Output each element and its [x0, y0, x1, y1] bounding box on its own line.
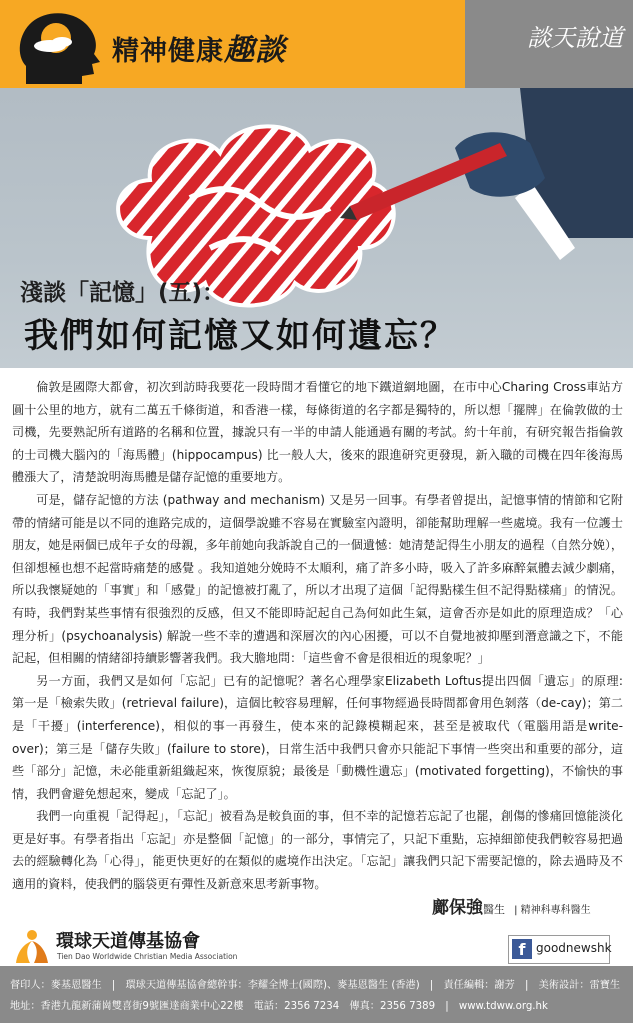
article-title: 我們如何記憶又如何遺忘？ — [24, 316, 456, 356]
organization-name: 環球天道傳基協會 — [56, 931, 200, 952]
brand-title — [112, 25, 286, 69]
organization-logo — [12, 929, 238, 965]
author-name: 鄺保強 — [432, 898, 483, 918]
series-logo-panel — [465, 0, 633, 88]
brand-emphasis: 趣談 — [224, 33, 286, 68]
article-subtitle: 淺談「記憶」(五)： — [20, 280, 226, 306]
paragraph: 可是，儲存記憶的方法 (pathway and mechanism) 又是另一回事。有學者曾提出，記憶事情的情節和它附帶的情緒可能是以不同的進路完成的，這個學說雖不容易在實驗室內證明，卻能幫助理解一些處境。我有一位護士朋友，她是兩個已成年子女的母親，多年前她向我訴說自己的一個遺憾：她清楚記得生小朋友的過程（自然分娩），但卻想極也想不起當時痛楚的感覺 。我知道她分娩時不太順利，痛了許多小時，吸入了許多麻醉氣體去減少劇痛，所以我懷疑她的「事實」和「感覺」的記憶被打亂了，所以才出現了這個「記得點樣生但不記得點樣痛」的情況。有時，我們對某些事情有很強烈的反感，但又不能即時記起自己為何如此生氣，這會否亦是如此的原理造成？「心理分析」(psychoanalysis) 解說一些不幸的遭遇和深層次的內心困擾，可以不自覺地被抑壓到潛意識之下，不能記起，但相關的情緒卻持續影響著我們。我大膽地問：「這些會不會是很相近的現象呢？」 — [12, 492, 623, 666]
author-signature — [432, 893, 591, 918]
paragraph: 倫敦是國際大都會，初次到訪時我要花一段時間才看懂它的地下鐵道網地圖，在市中心Charing Cross車站方圓十公里的地方，就有二萬五千條街道，和香港一樣，每條街道的名字都是獨特的，所以想「擺牌」在倫敦做的士司機，先要熟記所有道路的名稱和位置，據說只有一半的申請人能通過有關的考試。約十年前，有研究報告指倫敦的士司機大腦內的「海馬體」(hippocampus) 比一般人大，後來的跟進研究更發現，新入職的司機在四年後海馬體漲大了，清楚說明海馬體是儲存記憶的重要地方。 — [12, 380, 623, 485]
hero-banner — [0, 88, 633, 368]
facebook-badge[interactable] — [508, 935, 610, 964]
facebook-icon: f — [512, 939, 532, 959]
organization-name-en: Tien Dao Worldwide Christian Media Association — [57, 952, 238, 961]
flame-person-icon — [12, 929, 52, 965]
paragraph: 另一方面，我們又是如何「忘記」已有的記憶呢？著名心理學家Elizabeth Loftus提出四個「遺忘」的原理: 第一是「檢索失敗」(retrieval failure)，這個比較容易理解，任何事物經過長時間都會用色剝落（de-cay)；第二是「干擾」(interference)，相似的事一再發生，使本來的記錄模糊起來，甚至是被取代（電腦用語是write-over)；第三是「儲存失敗」(failure to store)，日常生活中我們只會亦只能記下事情一些突出和重要的部分，這些「部分」記憶，未必能重新組織起來，恢復原貌；最後是「動機性遺忘」(motivated forgetting)，不愉快的事情，我們會避免想起來，變成「忘記了」。 — [12, 673, 623, 801]
author-role: | 精神科專科醫生 — [514, 905, 591, 916]
series-logo: 談天說道 — [527, 24, 623, 52]
head-silhouette-icon — [12, 4, 104, 84]
footer-credits: 督印人：麥基恩醫生 | 環球天道傳基協會總幹事：李耀全博士(國際)、麥基恩醫生 (香港) | 責任編輯：謝芳 | 美術設計：雷寶生 — [10, 980, 621, 991]
brand-prefix: 精神健康 — [112, 36, 224, 67]
footer-contact: 地址：香港九龍新蒲崗雙喜街9號匯達商業中心22樓 電話：2356 7234 傳真：2356 7389 | www.tdww.org.hk — [10, 1001, 548, 1012]
footer-bar — [0, 966, 633, 1023]
article-body — [12, 376, 623, 896]
paragraph: 我們一向重視「記得起」，「忘記」被看為是較負面的事，但不幸的記憶若忘記了也罷，創傷的慘痛回憶能淡化更是好事。有學者指出「忘記」亦是整個「記憶」的一部分，事情完了，只記下重點，忘掉細節使我們較容易把過去的經驗轉化為「心得」，能更快更好的在類似的處境作出決定。「忘記」讓我們只記下需要記憶的，除去過時及不適用的資料，使我們的腦袋更有彈性及新意來思考新事物。 — [12, 809, 623, 892]
facebook-handle: goodnewshk — [536, 941, 612, 955]
author-title: 醫生 — [483, 903, 505, 916]
